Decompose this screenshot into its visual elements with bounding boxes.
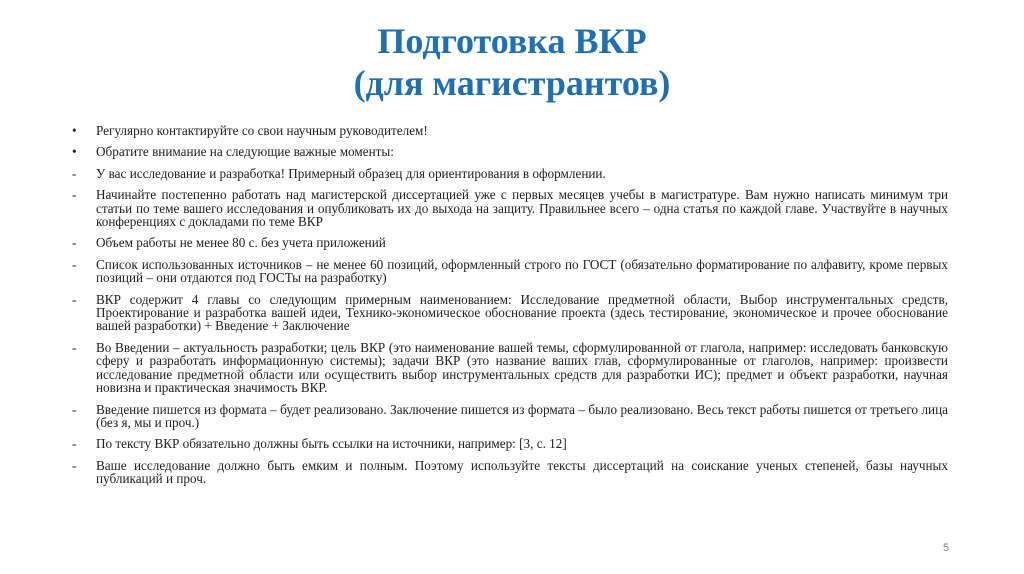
list-item bbox=[72, 437, 948, 450]
list-item bbox=[72, 293, 948, 333]
list-item-text: У вас исследование и разработка! Примерный образец для ориентирования в оформлении. bbox=[96, 165, 606, 181]
list-item bbox=[72, 341, 948, 395]
content-list bbox=[72, 124, 948, 494]
list-item-text: Объем работы не менее 80 с. без учета приложений bbox=[96, 235, 386, 251]
list-item-text: ВКР содержит 4 главы со следующим примерным наименованием: Исследование предметной области, Выбор инструментальных средств, Проектирование и разработка вашей идеи, Технико-экономическое обоснование проекта (здесь тестирование, экономическое и прочее обоснование вашей разработки) + Введение + Заключение bbox=[96, 291, 948, 334]
list-item bbox=[72, 258, 948, 285]
dash-marker: - bbox=[72, 291, 77, 307]
dash-marker: - bbox=[72, 457, 77, 473]
dash-marker: - bbox=[72, 436, 77, 452]
slide-title bbox=[0, 20, 1024, 104]
dash-marker: - bbox=[72, 235, 77, 251]
bullet-marker: • bbox=[72, 144, 77, 160]
list-item bbox=[72, 145, 948, 158]
list-item-text: Список использованных источников – не менее 60 позиций, оформленный строго по ГОСТ (обязательно форматирование по алфавиту, кроме первых позиций – они отдаются под ГОСТы на разработку) bbox=[96, 256, 948, 286]
list-item-text: Регулярно контактируйте со свои научным руководителем! bbox=[96, 123, 428, 138]
dash-marker: - bbox=[72, 165, 77, 181]
dash-marker: - bbox=[72, 187, 77, 203]
list-item-text: Ваше исследование должно быть емким и полным. Поэтому используйте тексты диссертаций на соискание ученых степеней, базы научных публикаций и проч. bbox=[96, 457, 948, 487]
list-item-text: Начинайте постепенно работать над магистерской диссертацией уже с первых месяцев учебы в магистратуре. Вам нужно написать минимум три статьи по теме вашего исследования и опубликовать их до выхода на защиту. Правильнее всего – одна статья по каждой главе. Участвуйте в научных конференциях с докладами по теме ВКР bbox=[96, 187, 948, 230]
title-line-1: Подготовка ВКР bbox=[377, 21, 647, 61]
title-line-2: (для магистрантов) bbox=[353, 63, 671, 103]
dash-marker: - bbox=[72, 401, 77, 417]
list-item bbox=[72, 403, 948, 430]
list-item bbox=[72, 124, 948, 137]
list-item bbox=[72, 236, 948, 249]
list-item-text: Во Введении – актуальность разработки; цель ВКР (это наименование вашей темы, сформулированной от глагола, например: исследовать банковскую сферу и разработать информационную системы); задачи ВКР (это название ваших глав, сформулированные от глаголов, например: произвести исследование предметной области или осуществить выбор инструментальных средств для разработки ИС); предмет и объект разработки, научная новизна и практическая значимость ВКР. bbox=[96, 339, 948, 396]
list-item bbox=[72, 167, 948, 180]
page-number: 5 bbox=[942, 542, 950, 554]
list-item bbox=[72, 459, 948, 486]
dash-marker: - bbox=[72, 339, 77, 355]
bullet-marker: • bbox=[72, 123, 77, 138]
list-item bbox=[72, 188, 948, 228]
list-item-text: По тексту ВКР обязательно должны быть ссылки на источники, например: [3, с. 12] bbox=[96, 436, 567, 452]
list-item-text: Введение пишется из формата – будет реализовано. Заключение пишется из формата – было реализовано. Весь текст работы пишется от третьего лица (без я, мы и проч.) bbox=[96, 401, 948, 430]
list-item-text: Обратите внимание на следующие важные моменты: bbox=[96, 144, 394, 160]
dash-marker: - bbox=[72, 256, 77, 272]
